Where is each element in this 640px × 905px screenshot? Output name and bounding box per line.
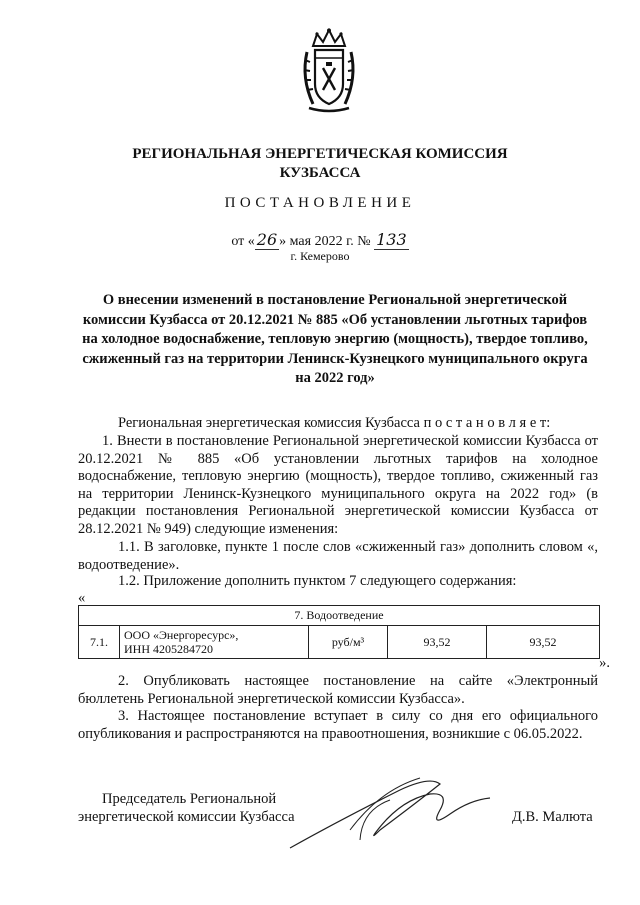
intro-paragraph: Региональная энергетическая комиссия Кузбасса п о с т а н о в л я е т: bbox=[118, 415, 551, 431]
date-prefix: от « bbox=[231, 234, 255, 249]
organization-inn: ИНН 4205284720 bbox=[124, 642, 213, 656]
signatory-name: Д.В. Малюта bbox=[512, 809, 593, 825]
row-number-cell: 7.1. bbox=[79, 626, 120, 659]
organization-name-line2: КУЗБАССА bbox=[279, 165, 361, 181]
paragraph-3: 3. Настоящее постановление вступает в силу со дня его официального опубликования и распространяются на правоотношения, возникшие с 06.05.2022. bbox=[78, 708, 598, 742]
paragraph-2: 2. Опубликовать настоящее постановление на сайте «Электронный бюллетень Региональной энергетической комиссии Кузбасса». bbox=[78, 673, 598, 707]
signatory-position-line2: энергетической комиссии Кузбасса bbox=[78, 809, 295, 825]
city-label: г. Кемерово bbox=[290, 249, 350, 263]
table-row bbox=[79, 626, 600, 659]
tariff-value-2-cell: 93,52 bbox=[487, 626, 600, 659]
date-rest: » мая 2022 г. № bbox=[279, 234, 371, 249]
document-type-title: ПОСТАНОВЛЕНИЕ bbox=[224, 195, 416, 211]
quote-open-mark: « bbox=[78, 590, 86, 606]
paragraph-1-1: 1.1. В заголовке, пункте 1 после слов «сжиженный газ» дополнить словом «, водоотведение». bbox=[78, 539, 598, 573]
organization-name-line1: РЕГИОНАЛЬНАЯ ЭНЕРГЕТИЧЕСКАЯ КОМИССИЯ bbox=[132, 146, 508, 162]
tariff-value-1-cell: 93,52 bbox=[388, 626, 487, 659]
paragraph-1: 1. Внести в постановление Региональной энергетической комиссии Кузбасса от 20.12.2021 № 885 «Об установлении льготных тарифов на холодное водоснабжение, тепловую энергию (мощность), твердое топливо, сжиженный газ на территории Ленинск-Кузнецкого муниципального округа на 2022 год» (в редакции постановления Региональной энергетической комиссии Кузбасса от 28.12.2021 № 949) следующие изменения: bbox=[78, 433, 598, 537]
paragraph-1-2: 1.2. Приложение дополнить пунктом 7 следующего содержания: bbox=[118, 573, 517, 589]
signatory-position-line1: Председатель Региональной bbox=[102, 791, 277, 807]
decree-subject-heading: О внесении изменений в постановление Региональной энергетической комиссии Кузбасса от 20.12.2021 № 885 «Об установлении льготных тарифов на холодное водоснабжение, тепловую энергию (мощность), твердое топливо, сжиженный газ на территории Ленинск-Кузнецкого муниципального округа на 2022 год» bbox=[82, 292, 588, 386]
organization-name: ООО «Энергоресурс», bbox=[124, 628, 239, 642]
organization-cell bbox=[120, 626, 309, 659]
date-day-handwritten: 26 bbox=[256, 230, 278, 249]
coat-of-arms-emblem bbox=[297, 28, 361, 114]
tariff-table bbox=[78, 605, 600, 659]
unit-cell: руб/м³ bbox=[309, 626, 388, 659]
decree-date-number-line bbox=[0, 230, 640, 250]
quote-close-mark: ». bbox=[599, 655, 610, 671]
decree-number-handwritten: 133 bbox=[376, 230, 407, 249]
handwritten-signature bbox=[280, 770, 500, 860]
table-section-title: 7. Водоотведение bbox=[79, 606, 600, 626]
